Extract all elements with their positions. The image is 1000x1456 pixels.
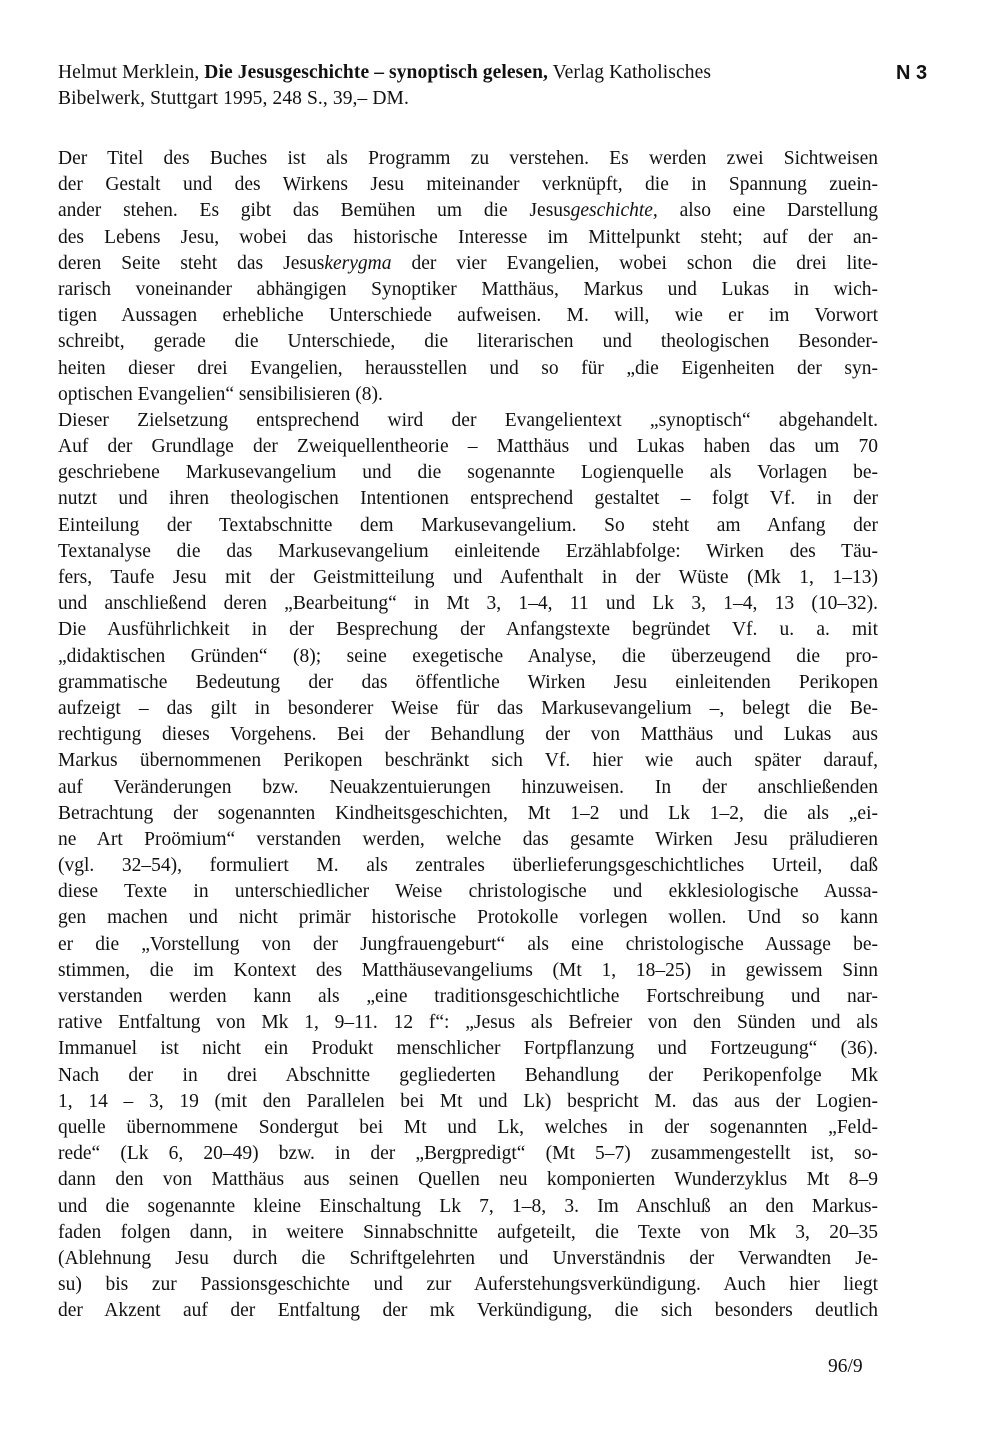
text-segment: Markus übernommenen Perikopen beschränkt sich Vf. hier wie auch später darauf,	[58, 750, 878, 772]
text-line	[58, 434, 878, 460]
text-segment: Nach der in drei Abschnitte gegliederten Behandlung der Perikopenfolge Mk	[58, 1064, 878, 1086]
text-line	[58, 722, 878, 748]
text-segment: Der Titel des Buches ist als Programm zu verstehen. Es werden zwei Sichtweisen	[58, 148, 878, 169]
text-line	[58, 696, 878, 722]
text-segment: „didaktischen Gründen“ (8); seine exegetische Analyse, die überzeugend die pro-	[58, 645, 878, 667]
text-line	[58, 984, 878, 1010]
text-segment: auf Veränderungen bzw. Neuakzentuierungen hinzuweisen. In der anschließenden	[58, 776, 878, 798]
citation-line-2: Bibelwerk, Stuttgart 1995, 248 S., 39,– DM.	[58, 88, 409, 109]
text-line	[58, 1272, 878, 1298]
text-line	[58, 277, 878, 303]
text-line	[58, 1246, 878, 1272]
text-segment: (vgl. 32–54), formuliert M. als zentrales überlieferungsgeschichtliches Urteil, daß	[58, 855, 878, 877]
text-segment: nutzt und ihren theologischen Intentionen entsprechend gestaltet – folgt Vf. in der	[58, 488, 878, 510]
text-segment: heiten dieser drei Evangelien, herausstellen und so für „die Eigenheiten der syn-	[58, 357, 878, 379]
text-line	[58, 748, 878, 774]
citation-line-1	[58, 60, 886, 86]
text-line	[58, 1220, 878, 1246]
text-line	[58, 1167, 878, 1193]
text-segment: optischen Evangelien“ sensibilisieren (8).	[58, 383, 383, 405]
text-segment: der vier Evangelien, wobei schon die drei lite-	[391, 252, 878, 274]
text-line	[58, 1194, 878, 1220]
text-segment: su) bis zur Passionsgeschichte und zur Auferstehungsverkündigung. Auch hier liegt	[58, 1274, 878, 1296]
text-segment: Immanuel ist nicht ein Produkt menschlicher Fortpflanzung und Fortzeugung“ (36).	[58, 1038, 878, 1060]
text-line	[58, 408, 878, 434]
text-segment: gen machen und nicht primär historische Protokolle vorlegen wollen. Und so kann	[58, 907, 878, 929]
text-line	[58, 225, 878, 251]
text-segment: also eine Darstellung	[657, 200, 878, 222]
text-segment: rative Entfaltung von Mk 1, 9–11. 12 f“: „Jesus als Befreier von den Sünden und als	[58, 1012, 878, 1034]
italic-segment: geschichte,	[570, 200, 658, 222]
text-line	[58, 329, 878, 355]
text-segment: des Lebens Jesu, wobei das historische Interesse im Mittelpunkt steht; auf der an-	[58, 226, 878, 248]
text-segment: rechtigung dieses Vorgehens. Bei der Behandlung der von Matthäus und Lukas aus	[58, 724, 878, 746]
text-segment: stimmen, die im Kontext des Matthäusevangeliums (Mt 1, 18–25) in gewissem Sinn	[58, 959, 878, 981]
text-segment: (Ablehnung Jesu durch die Schriftgelehrten und Unverständnis der Verwandten Je-	[58, 1247, 878, 1269]
text-line	[58, 670, 878, 696]
text-segment: fers, Taufe Jesu mit der Geistmitteilung und Aufenthalt in der Wüste (Mk 1, 1–13)	[58, 567, 878, 588]
text-line	[58, 460, 878, 486]
text-line	[58, 932, 878, 958]
text-segment: tigen Aussagen erhebliche Unterschiede aufweisen. M. will, wie er im Vorwort	[58, 305, 878, 327]
text-line	[58, 591, 878, 617]
text-segment: deren Seite steht das Jesus	[58, 252, 325, 274]
text-segment: rede“ (Lk 6, 20–49) bzw. in der „Bergpredigt“ (Mt 5–7) zusammengestellt ist, so-	[58, 1143, 878, 1165]
text-segment: 1, 14 – 3, 19 (mit den Parallelen bei Mt und Lk) bespricht M. das aus der Logien-	[58, 1090, 878, 1112]
text-line	[58, 644, 878, 670]
text-line	[58, 853, 878, 879]
text-line	[58, 513, 878, 539]
text-segment: der Gestalt und des Wirkens Jesu miteinander verknüpft, die in Spannung zuein-	[58, 174, 878, 196]
text-segment: Auf der Grundlage der Zweiquellentheorie – Matthäus und Lukas haben das um 70	[58, 436, 878, 458]
text-segment: er die „Vorstellung von der Jungfrauengeburt“ als eine christologische Aussage be-	[58, 933, 878, 955]
text-line	[58, 879, 878, 905]
text-segment: diese Texte in unterschiedlicher Weise christologische und ekklesiologische Aussa-	[58, 881, 878, 903]
text-segment: quelle übernommene Sondergut bei Mt und Lk, welches in der sogenannten „Feld-	[58, 1116, 878, 1138]
text-line	[58, 172, 878, 198]
text-segment: ander stehen. Es gibt das Bemühen um die Jesus	[58, 200, 571, 222]
text-segment: dann den von Matthäus aus seinen Quellen neu komponierten Wunderzyklus Mt 8–9	[58, 1169, 878, 1191]
text-line	[58, 146, 878, 172]
text-line	[58, 1298, 878, 1324]
text-line	[58, 303, 878, 329]
text-segment: ne Art Proömium“ verstanden werden, welche das gesamte Wirken Jesu präludieren	[58, 828, 878, 850]
page-number: 96/9	[828, 1356, 863, 1377]
text-line	[58, 617, 878, 643]
text-segment: grammatische Bedeutung der das öffentliche Wirken Jesu einleitenden Perikopen	[58, 671, 878, 693]
text-segment: und die sogenannte kleine Einschaltung Lk 7, 1–8, 3. Im Anschluß an den Markus-	[58, 1195, 878, 1217]
text-segment: aufzeigt – das gilt in besonderer Weise für das Markusevangelium –, belegt die Be-	[58, 697, 878, 719]
section-code: N 3	[896, 62, 928, 84]
text-line	[58, 1141, 878, 1167]
text-segment: geschriebene Markusevangelium und die sogenannte Logienquelle als Vorlagen be-	[58, 462, 878, 484]
text-segment: Einteilung der Textabschnitte dem Markusevangelium. So steht am Anfang der	[58, 514, 878, 536]
text-segment: schreibt, gerade die Unterschiede, die literarischen und theologischen Besonder-	[58, 331, 878, 353]
text-line	[58, 958, 878, 984]
text-segment: der Akzent auf der Entfaltung der mk Verkündigung, die sich besonders deutlich	[58, 1300, 878, 1322]
book-title: Die Jesusgeschichte – synoptisch gelesen,	[204, 62, 549, 83]
citation-header	[58, 60, 886, 112]
text-line	[58, 198, 878, 224]
italic-segment: kerygma	[324, 252, 392, 274]
text-segment: faden folgen dann, in weitere Sinnabschnitte aufgeteilt, die Texte von Mk 3, 20–35	[58, 1221, 878, 1243]
text-segment: verstanden werden kann als „eine traditionsgeschichtliche Fortschreibung und nar-	[58, 986, 878, 1007]
text-segment: Textanalyse die das Markusevangelium einleitende Erzählabfolge: Wirken des Täu-	[58, 540, 878, 562]
text-line	[58, 827, 878, 853]
text-line	[58, 382, 878, 408]
text-line	[58, 905, 878, 931]
text-line	[58, 565, 878, 591]
text-line	[58, 1010, 878, 1036]
text-line	[58, 1063, 878, 1089]
citation-publisher-1: Verlag Katholisches	[548, 62, 712, 83]
citation-author: Helmut Merklein,	[58, 62, 205, 83]
text-line	[58, 486, 878, 512]
text-segment: Betrachtung der sogenannten Kindheitsgeschichten, Mt 1–2 und Lk 1–2, die als „ei-	[58, 802, 878, 824]
text-line	[58, 539, 878, 565]
text-segment: und anschließend deren „Bearbeitung“ in Mt 3, 1–4, 11 und Lk 3, 1–4, 13 (10–32).	[58, 593, 878, 615]
text-line	[58, 1089, 878, 1115]
text-line	[58, 1036, 878, 1062]
text-line	[58, 801, 878, 827]
text-line	[58, 356, 878, 382]
text-segment: Dieser Zielsetzung entsprechend wird der Evangelientext „synoptisch“ abgehandelt.	[58, 409, 878, 431]
text-segment: rarisch voneinander abhängigen Synoptiker Matthäus, Markus und Lukas in wich-	[58, 278, 878, 300]
review-text	[58, 146, 878, 1324]
text-line	[58, 1115, 878, 1141]
text-line	[58, 251, 878, 277]
text-line	[58, 775, 878, 801]
text-segment: Die Ausführlichkeit in der Besprechung der Anfangstexte begründet Vf. u. a. mit	[58, 619, 878, 641]
